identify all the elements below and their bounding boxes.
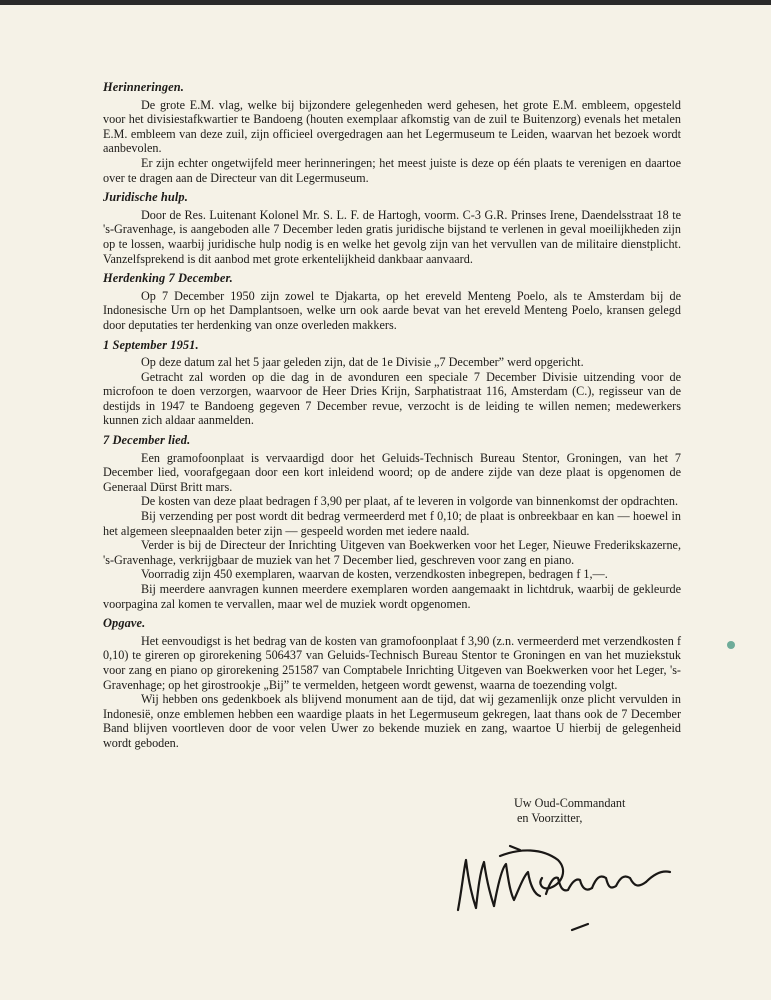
letter-body bbox=[103, 80, 681, 751]
paragraph: Door de Res. Luitenant Kolonel Mr. S. L. F. de Hartogh, voorm. C-3 G.R. Prinses Irene, Daendelsstraat 18 te 's-Gravenhage, is aangeboden alle 7 December leden gratis juridische bijstand te verlenen in geval moeilijkheden zijn op te lossen, waarbij juridische hulp nodig is en welke het gevolg zijn van het vervullen van de militaire dienstplicht. Vanzelfsprekend is dit aanbod met grote erkentelijkheid dankbaar aanvaard. bbox=[103, 207, 681, 266]
ink-spot bbox=[727, 641, 735, 649]
paragraph: Op 7 December 1950 zijn zowel te Djakarta, op het ereveld Menteng Poelo, als te Amsterdam bij de Indonesische Urn op het Damplantsoen, welke urn ook aarde bevat van het ereveld Menteng Poelo, kransen gelegd door deputaties ter herdenking van onze overleden makkers. bbox=[103, 288, 681, 332]
section-heading: Herinneringen. bbox=[103, 80, 184, 94]
section-heading: Opgave. bbox=[103, 616, 146, 631]
closing-line-2: en Voorzitter, bbox=[517, 811, 583, 825]
paragraph: Bij meerdere aanvragen kunnen meerdere exemplaren worden aangemaakt in lichtdruk, waarbij de gekleurde voorpagina zal komen te vervallen, maar wel de muziek wordt opgenomen. bbox=[103, 582, 681, 611]
paragraph: De grote E.M. vlag, welke bij bijzondere gelegenheden werd gehesen, het grote E.M. embleem, opgesteld voor het divisiestafkwartier te Bandoeng (houten exemplaar afkomstig van de zuil te Buitenzorg) evenals het metalen E.M. embleem van deze zuil, zijn officieel overgedragen aan het Legermuseum te Leiden, waarvan het bezoek wordt aanbevolen. bbox=[103, 97, 681, 156]
paragraph: De kosten van deze plaat bedragen f 3,90 per plaat, af te leveren in volgorde van binnenkomst der opdrachten. bbox=[141, 494, 679, 509]
paragraph: Voorradig zijn 450 exemplaren, waarvan de kosten, verzendkosten inbegrepen, bedragen f 1,—. bbox=[141, 567, 608, 582]
closing-line-1: Uw Oud-Commandant bbox=[514, 796, 626, 810]
section-heading: 7 December lied. bbox=[103, 433, 191, 448]
section-heading: Juridische hulp. bbox=[103, 190, 188, 205]
paragraph: Wij hebben ons gedenkboek als blijvend monument aan de tijd, dat wij gezamenlijk onze plicht vervulden in Indonesië, onze emblemen hebben een waardige plaats in het Legermuseum gekregen, laat thans ook de 7 December Band blijven voortleven door de voor velen Uwer zo bekende muziek en zang, waartoe U hierbij de gelegenheid wordt geboden. bbox=[103, 692, 681, 750]
paragraph: Op deze datum zal het 5 jaar geleden zijn, dat de 1e Divisie „7 December” werd opgericht. bbox=[141, 355, 584, 370]
paragraph: Het eenvoudigst is het bedrag van de kosten van gramofoonplaat f 3,90 (z.n. vermeerderd met verzendkosten f 0,10) te gireren op girorekening 506437 van Geluids-Technisch Bureau Stentor te Groningen en van het muziekstuk voor zang en piano op girorekening 251587 van Comptabele Inrichting Uitgeven van Boekwerken voor het Leger, 's-Gravenhage; op het girostrookje „Bij” te vermelden, hetgeen wordt gewenst, waarna de toezending volgt. bbox=[103, 633, 681, 692]
section-1-september bbox=[103, 338, 681, 429]
paragraph: Getracht zal worden op die dag in de avonduren een speciale 7 December Divisie uitzending voor de microfoon te doen verzorgen, waarvoor de Heer Dries Krijn, Sarphatistraat 116, Amsterdam (C.), regisseur van de destijds in 1947 te Bandoeng gegeven 7 December revue, verzocht is de leiding te willen nemen; medewerkers kunnen zich aldaar aanmelden. bbox=[103, 369, 681, 428]
section-7-december-lied bbox=[103, 433, 681, 611]
section-heading: 1 September 1951. bbox=[103, 337, 199, 352]
paragraph: Bij verzending per post wordt dit bedrag vermeerderd met f 0,10; de plaat is onbreekbaar en kan — hoewel in het algemeen sleepnaalden beter zijn — gespeeld worden met iedere naald. bbox=[103, 509, 681, 538]
scan-edge bbox=[0, 0, 771, 5]
closing-block bbox=[514, 796, 625, 826]
paragraph: Er zijn echter ongetwijfeld meer herinneringen; het meest juiste is deze op één plaats te verenigen en daartoe over te dragen aan de Directeur van dit Legermuseum. bbox=[103, 155, 681, 185]
section-juridische-hulp bbox=[103, 190, 681, 266]
signature bbox=[450, 838, 680, 938]
section-heading: Herdenking 7 December. bbox=[103, 271, 233, 286]
section-herdenking bbox=[103, 271, 681, 332]
section-opgave bbox=[103, 616, 681, 750]
paragraph: Een gramofoonplaat is vervaardigd door het Geluids-Technisch Bureau Stentor, Groningen, van het 7 December lied, voorafgegaan door een kort inleidend woord; op de andere zijde van deze plaat is opgenomen de Generaal Dürst Britt mars. bbox=[103, 450, 681, 494]
section-herinneringen bbox=[103, 80, 681, 185]
paragraph: Verder is bij de Directeur der Inrichting Uitgeven van Boekwerken voor het Leger, Nieuwe Frederikskazerne, 's-Gravenhage, verkrijgbaar de muziek van het 7 December lied, geschreven voor zang en piano. bbox=[103, 538, 681, 567]
